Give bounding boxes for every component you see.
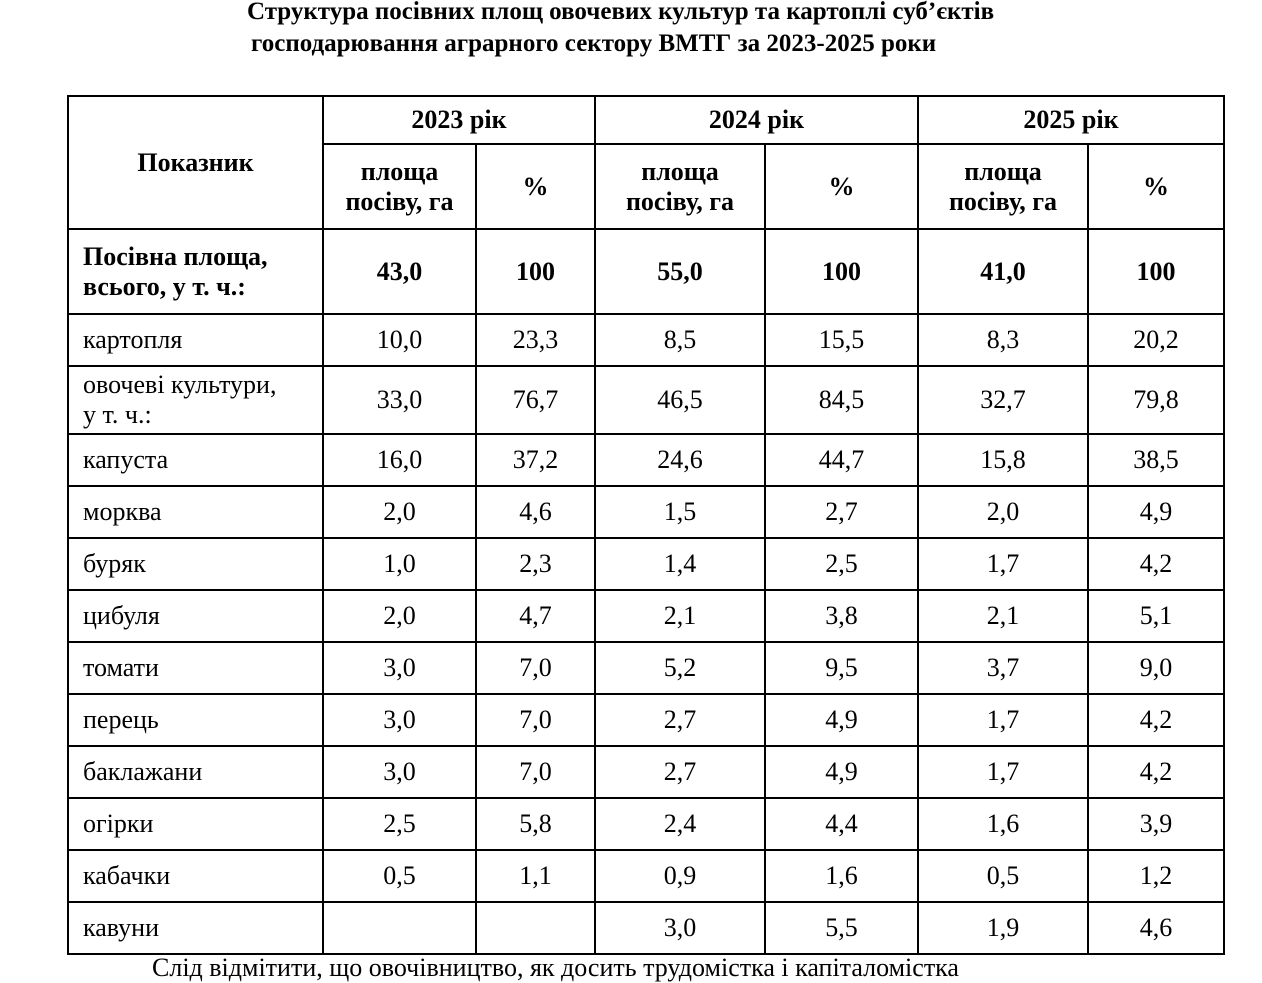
row-label: морква bbox=[68, 486, 323, 538]
year-header-2023: 2023 рік bbox=[323, 96, 595, 144]
cell-area-2024: 46,5 bbox=[595, 366, 765, 434]
cell-pct-2025: 4,2 bbox=[1088, 694, 1224, 746]
cell-area-2023: 10,0 bbox=[323, 314, 476, 366]
cell-area-2025: 1,6 bbox=[918, 798, 1088, 850]
title-line-2: господарювання аграрного сектору ВМТГ за 2023-2025 роки bbox=[251, 30, 937, 57]
cell-area-2024: 5,2 bbox=[595, 642, 765, 694]
subheader-pct-2023: % bbox=[476, 144, 595, 229]
cell-area-2025: 32,7 bbox=[918, 366, 1088, 434]
row-label: томати bbox=[68, 642, 323, 694]
subheader-area-2025: площа посіву, га bbox=[918, 144, 1088, 229]
body-paragraph-partial: Слід відмітити, що овочівництво, як досить трудомістка і капіталомістка bbox=[152, 953, 959, 982]
cell-pct-2023 bbox=[476, 902, 595, 954]
table-row bbox=[68, 850, 1224, 902]
row-label: огірки bbox=[68, 798, 323, 850]
cell-pct-2025: 4,2 bbox=[1088, 746, 1224, 798]
subheader-pct-2025: % bbox=[1088, 144, 1224, 229]
cell-pct-2024: 9,5 bbox=[765, 642, 918, 694]
title-line-1: Структура посівних площ овочевих культур та картоплі суб’єктів bbox=[247, 0, 995, 25]
cell-pct-2023: 23,3 bbox=[476, 314, 595, 366]
row-label: картопля bbox=[68, 314, 323, 366]
subheader-pct-2024: % bbox=[765, 144, 918, 229]
cell-area-2023: 3,0 bbox=[323, 642, 476, 694]
cell-pct-2023: 1,1 bbox=[476, 850, 595, 902]
cell-pct-2025: 38,5 bbox=[1088, 434, 1224, 486]
cell-pct-2025: 20,2 bbox=[1088, 314, 1224, 366]
cell-pct-2024: 100 bbox=[765, 229, 918, 314]
cell-area-2024: 2,4 bbox=[595, 798, 765, 850]
cell-pct-2023: 5,8 bbox=[476, 798, 595, 850]
cell-pct-2024: 84,5 bbox=[765, 366, 918, 434]
cell-area-2023: 33,0 bbox=[323, 366, 476, 434]
row-label: капуста bbox=[68, 434, 323, 486]
cell-area-2025: 1,7 bbox=[918, 694, 1088, 746]
cell-pct-2023: 7,0 bbox=[476, 694, 595, 746]
table-row bbox=[68, 538, 1224, 590]
cell-area-2024: 3,0 bbox=[595, 902, 765, 954]
cell-pct-2024: 5,5 bbox=[765, 902, 918, 954]
cell-pct-2025: 1,2 bbox=[1088, 850, 1224, 902]
table-row bbox=[68, 366, 1224, 434]
year-header-2024: 2024 рік bbox=[595, 96, 918, 144]
cell-area-2024: 8,5 bbox=[595, 314, 765, 366]
table-row bbox=[68, 642, 1224, 694]
cell-area-2025: 0,5 bbox=[918, 850, 1088, 902]
cell-pct-2023: 4,7 bbox=[476, 590, 595, 642]
cell-area-2023: 0,5 bbox=[323, 850, 476, 902]
cell-area-2023: 2,0 bbox=[323, 590, 476, 642]
row-label: баклажани bbox=[68, 746, 323, 798]
cell-area-2024: 1,4 bbox=[595, 538, 765, 590]
table-row bbox=[68, 798, 1224, 850]
cell-pct-2025: 3,9 bbox=[1088, 798, 1224, 850]
cell-pct-2025: 100 bbox=[1088, 229, 1224, 314]
cell-pct-2024: 15,5 bbox=[765, 314, 918, 366]
cell-pct-2023: 100 bbox=[476, 229, 595, 314]
row-label: овочеві культури, у т. ч.: bbox=[68, 366, 323, 434]
row-label: перець bbox=[68, 694, 323, 746]
table-row bbox=[68, 590, 1224, 642]
data-table bbox=[67, 95, 1225, 955]
cell-area-2025: 3,7 bbox=[918, 642, 1088, 694]
cell-pct-2024: 4,9 bbox=[765, 694, 918, 746]
cell-area-2025: 15,8 bbox=[918, 434, 1088, 486]
year-header-2025: 2025 рік bbox=[918, 96, 1224, 144]
cell-pct-2025: 5,1 bbox=[1088, 590, 1224, 642]
cell-area-2025: 2,1 bbox=[918, 590, 1088, 642]
cell-area-2024: 2,7 bbox=[595, 746, 765, 798]
cell-area-2025: 41,0 bbox=[918, 229, 1088, 314]
cell-pct-2024: 2,5 bbox=[765, 538, 918, 590]
cell-pct-2025: 4,6 bbox=[1088, 902, 1224, 954]
cell-pct-2023: 7,0 bbox=[476, 642, 595, 694]
cell-area-2023 bbox=[323, 902, 476, 954]
cell-pct-2024: 1,6 bbox=[765, 850, 918, 902]
cell-area-2024: 55,0 bbox=[595, 229, 765, 314]
cell-area-2023: 3,0 bbox=[323, 746, 476, 798]
cell-pct-2025: 9,0 bbox=[1088, 642, 1224, 694]
table-row bbox=[68, 434, 1224, 486]
cell-area-2023: 2,5 bbox=[323, 798, 476, 850]
cell-area-2025: 1,7 bbox=[918, 538, 1088, 590]
cell-area-2024: 2,1 bbox=[595, 590, 765, 642]
cell-area-2024: 24,6 bbox=[595, 434, 765, 486]
cell-area-2025: 2,0 bbox=[918, 486, 1088, 538]
table-row bbox=[68, 902, 1224, 954]
cell-area-2024: 0,9 bbox=[595, 850, 765, 902]
cell-area-2023: 1,0 bbox=[323, 538, 476, 590]
cell-area-2025: 8,3 bbox=[918, 314, 1088, 366]
cell-pct-2024: 4,4 bbox=[765, 798, 918, 850]
row-label: кавуни bbox=[68, 902, 323, 954]
row-label: Посівна площа, всього, у т. ч.: bbox=[68, 229, 323, 314]
cell-area-2023: 43,0 bbox=[323, 229, 476, 314]
cell-area-2024: 2,7 bbox=[595, 694, 765, 746]
subheader-area-2023: площа посіву, га bbox=[323, 144, 476, 229]
subheader-area-2024: площа посіву, га bbox=[595, 144, 765, 229]
cell-area-2023: 3,0 bbox=[323, 694, 476, 746]
row-label: буряк bbox=[68, 538, 323, 590]
cell-area-2025: 1,7 bbox=[918, 746, 1088, 798]
row-label: цибуля bbox=[68, 590, 323, 642]
cell-pct-2024: 3,8 bbox=[765, 590, 918, 642]
table-row-total bbox=[68, 229, 1224, 314]
table-row bbox=[68, 746, 1224, 798]
cell-pct-2025: 4,9 bbox=[1088, 486, 1224, 538]
cell-pct-2025: 79,8 bbox=[1088, 366, 1224, 434]
cell-pct-2025: 4,2 bbox=[1088, 538, 1224, 590]
cell-pct-2024: 4,9 bbox=[765, 746, 918, 798]
cell-pct-2024: 2,7 bbox=[765, 486, 918, 538]
cell-pct-2023: 2,3 bbox=[476, 538, 595, 590]
cell-area-2025: 1,9 bbox=[918, 902, 1088, 954]
cell-pct-2023: 4,6 bbox=[476, 486, 595, 538]
indicator-header: Показник bbox=[68, 96, 323, 229]
cell-pct-2023: 7,0 bbox=[476, 746, 595, 798]
cell-pct-2024: 44,7 bbox=[765, 434, 918, 486]
row-label: кабачки bbox=[68, 850, 323, 902]
cell-pct-2023: 76,7 bbox=[476, 366, 595, 434]
table-row bbox=[68, 694, 1224, 746]
table-row bbox=[68, 314, 1224, 366]
table-row bbox=[68, 486, 1224, 538]
cell-pct-2023: 37,2 bbox=[476, 434, 595, 486]
cell-area-2024: 1,5 bbox=[595, 486, 765, 538]
cell-area-2023: 16,0 bbox=[323, 434, 476, 486]
cell-area-2023: 2,0 bbox=[323, 486, 476, 538]
